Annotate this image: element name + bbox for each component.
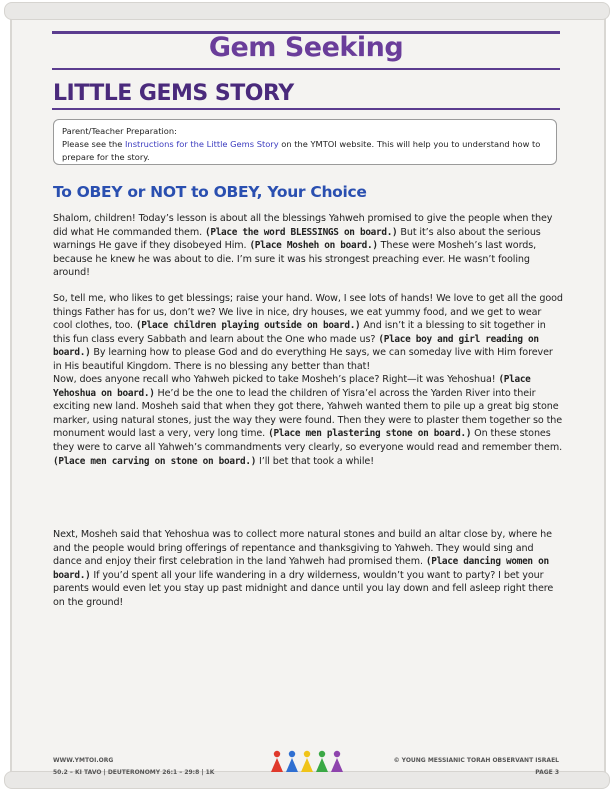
footer-copyright: © YOUNG MESSIANIC TORAH OBSERVANT ISRAEL (393, 757, 559, 764)
stage-direction: (Place Mosheh on board.) (249, 240, 378, 252)
story-text: These were Mosheh’s last words, because he knew he was about to die. I’m sure it was his strongest preaching ever. He wasn’t fooling around! (53, 240, 537, 279)
story-text: So, tell me, who likes to get blessings; raise your hand. Wow, I see lots of hands! We love to get all the good things Father has for us, don’t we? We live in nice, dry houses, we eat yummy food, and we get to wear cool clothes, too. (53, 293, 563, 332)
page-title: Gem Seeking (208, 32, 404, 63)
story-text: I’ll bet that took a while! (256, 455, 374, 467)
stage-direction: (Place Yehoshua on board.) (53, 374, 531, 399)
title-rule-bottom (52, 68, 560, 70)
story-text: If you’d spent all your life wandering in a dry wilderness, wouldn’t you want to party? I bet your parents would even let you stay up past midnight and dance until you lay down and fell asleep right there on the ground! (53, 569, 554, 608)
story-text: And isn’t it a blessing to sit together in this fun class every Sabbath and learn about the One who made us? (53, 320, 546, 345)
footer-lesson: 50.2 – KI TAVO | DEUTERONOMY 26:1 – 29:8 | 1K (53, 769, 215, 776)
scroll-top-roll (4, 2, 610, 20)
story-text: He’d be the one to lead the children of Yisra’el across the Yarden River into their exciting new land. Mosheh said that when they got there, Yahweh wanted them to pile up a great big stone marker, using natural stones, just the way they were found. Then they were to plaster them together so the monument would last a very, very long time. (53, 387, 563, 440)
logo-figure-head (304, 751, 310, 757)
story-paragraph (53, 373, 563, 468)
story-text: But it’s also about the serious warnings He gave if they disobeyed Him. (53, 226, 541, 252)
footer-page-number: PAGE 3 (535, 769, 559, 776)
logo-figure-body (301, 758, 313, 772)
stage-direction: (Place dancing women on board.) (53, 556, 549, 581)
preparation-box (53, 119, 557, 165)
story-paragraph (53, 292, 563, 374)
footer-website[interactable]: WWW.YMTOI.ORG (53, 757, 114, 764)
preparation-label: Parent/Teacher Preparation: (62, 126, 177, 136)
story-text: Now, does anyone recall who Yahweh picked to take Mosheh’s place? Right—it was Yehoshua! (53, 374, 499, 385)
preparation-text (62, 138, 548, 164)
logo-figure-head (334, 751, 340, 757)
logo-figure-body (316, 758, 328, 772)
story-text: By learning how to please God and do everything He says, we can someday live with Him forever in His beautiful Kingdom. There is no blessing any better than that! (53, 347, 553, 372)
logo-figure-body (331, 758, 343, 772)
story-text: Next, Mosheh said that Yehoshua was to collect more natural stones and build an altar close by, where he and the people would bring offerings of repentance and thanksgiving to Yahweh. They would sing and dance and enjoy their first celebration in the land Yahweh had promised them. (53, 529, 552, 568)
ymtoi-logo (268, 748, 344, 774)
footer-right (394, 755, 559, 779)
stage-direction: (Place men plastering stone on board.) (268, 428, 472, 440)
preparation-text-end: on the YMTOI website. This will help you to understand how to prepare for the story. (62, 139, 541, 162)
story-paragraph (53, 528, 563, 610)
footer-left (53, 755, 214, 779)
stage-direction: (Place the word BLESSINGS on board.) (205, 226, 398, 238)
story-paragraph (53, 212, 563, 280)
story-heading: To OBEY or NOT to OBEY, Your Choice (53, 183, 367, 201)
section-rule (52, 108, 560, 110)
section-title: LITTLE GEMS STORY (53, 81, 294, 106)
stage-direction: (Place men carving on stone on board.) (53, 455, 257, 467)
instructions-link[interactable]: Instructions for the Little Gems Story (124, 139, 279, 149)
stage-direction: (Place children playing outside on board.) (135, 320, 361, 332)
logo-figure-body (286, 758, 298, 772)
story-text: On these stones they were to carve all Yahweh’s commandments very clearly, so everyone would read and remember them. (53, 428, 563, 453)
preparation-text-start: Please see the (62, 139, 125, 149)
logo-figure-body (271, 758, 283, 772)
story-text: Shalom, children! Today’s lesson is about all the blessings Yahweh promised to give the people when they did what He commanded them. (53, 213, 553, 238)
stage-direction: (Place boy and girl reading on board.) (53, 333, 539, 359)
logo-figure-head (274, 751, 280, 757)
logo-figure-head (289, 751, 295, 757)
logo-figure-head (319, 751, 325, 757)
